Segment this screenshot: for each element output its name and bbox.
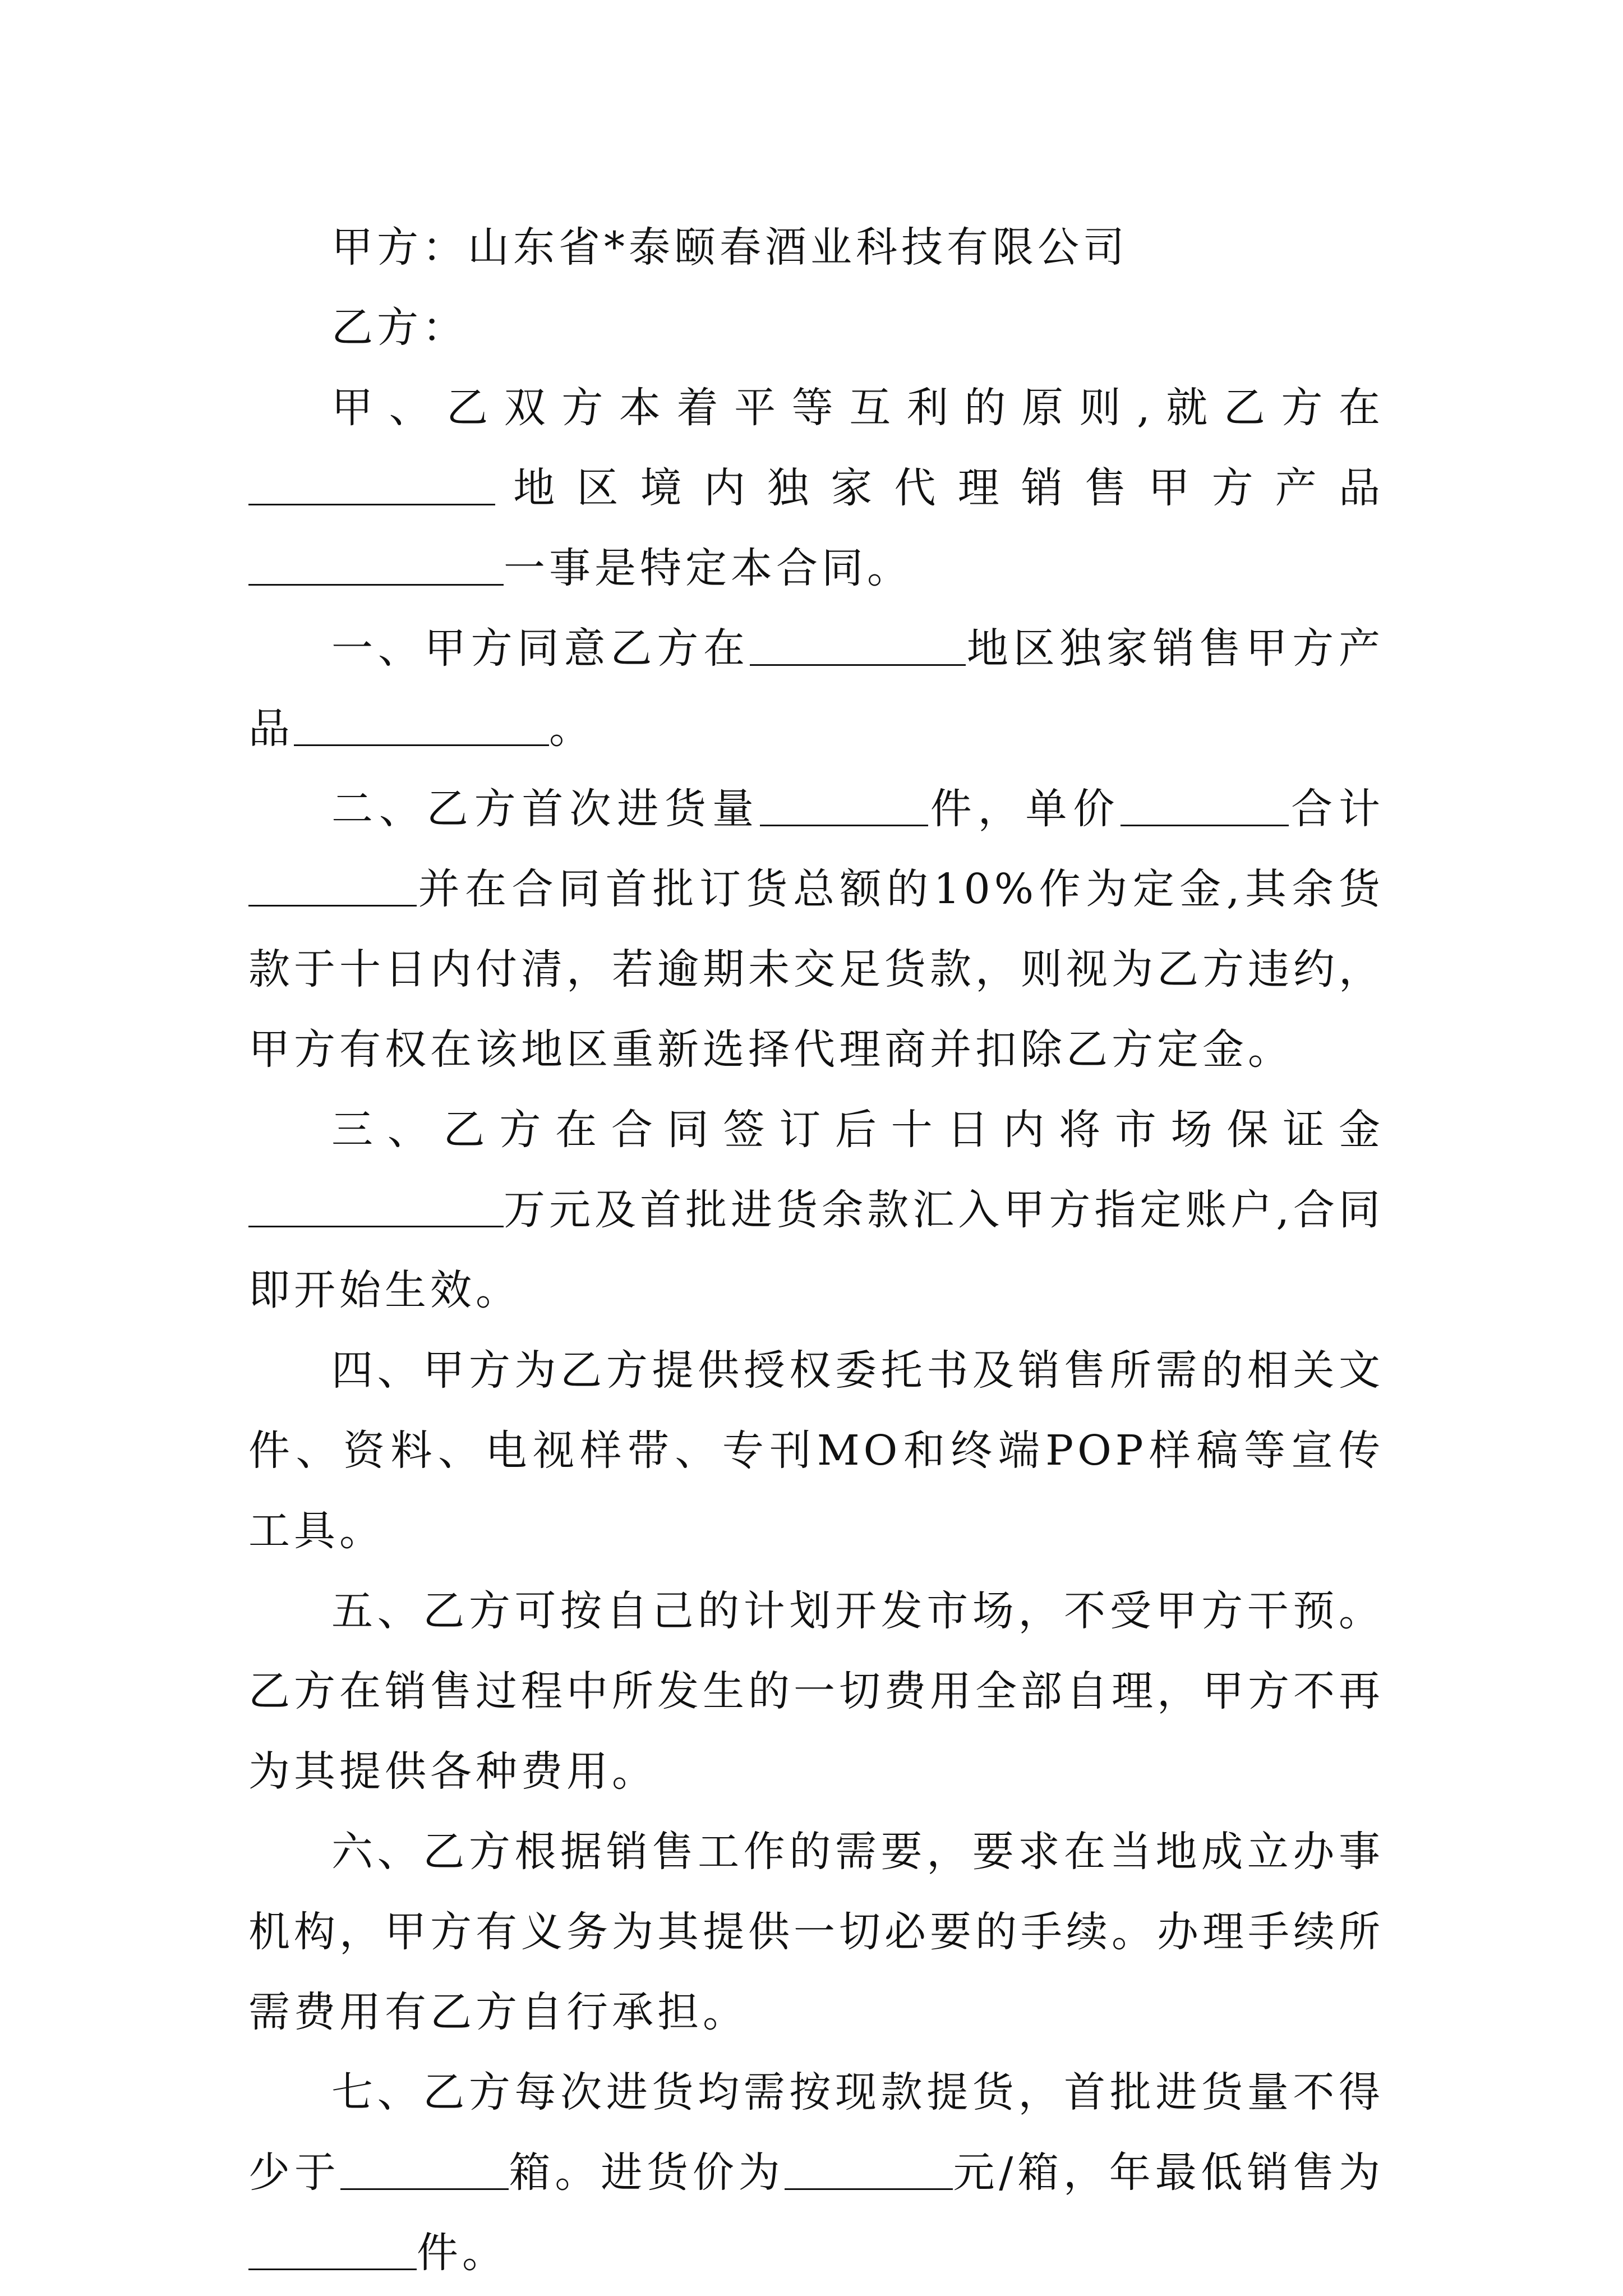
clause-2-text-1: 二、乙方首次进货量 [331,785,760,833]
party-a-text: 甲方：山东省*泰颐春酒业科技有限公司 [331,223,1128,272]
min-quantity-blank [340,2151,509,2190]
clause-7-text-1: 七、乙方每次进货均需按现款提货，首批进货量不得少于 [248,2068,1384,2197]
party-b-line [248,288,1384,368]
clause-2-text-4: 并在合同首批订货总额的10%作为定金,其余货款于十日内付清，若逾期未交足货款，则视为乙方违约，甲方有权在该地区重新选择代理商并扣除乙方定金。 [248,865,1384,1074]
clause-7-text-3: 元/箱，年最低销售为 [952,2148,1385,2197]
clause-4-text: 四、甲方为乙方提供授权委托书及销售所需的相关文件、资料、电视样带、专刊MO和终端POP样稿等宣传工具。 [248,1346,1384,1555]
clause-7-text-2: 箱。进货价为 [508,2148,785,2197]
clause-5-text: 五、乙方可按自己的计划开发市场，不受甲方干预。乙方在销售过程中所发生的一切费用全部自理，甲方不再为其提供各种费用。 [248,1587,1384,1796]
clause-3-text-2: 万元及首批进货余款汇入甲方指定账户,合同即开始生效。 [248,1186,1384,1314]
clause-3 [248,1090,1384,1331]
annual-sales-blank [248,2231,417,2270]
clause-2 [248,769,1384,1090]
clause-1-product-blank [294,707,549,746]
region-blank [248,466,495,505]
deposit-blank [248,1188,504,1227]
clause-1-text-2: 地区独家销售甲方产品 [248,624,1384,753]
clause-5 [248,1571,1384,1812]
clause-4 [248,1331,1384,1571]
intro-text-3: 一事是特定本合同。 [504,544,912,592]
clause-6-text: 六、乙方根据销售工作的需要，要求在当地成立办事机构，甲方有义务为其提供一切必要的手续。办理手续所需费用有乙方自行承担。 [248,1828,1384,2036]
clause-2-text-3: 合计 [1289,785,1384,833]
party-b-text: 乙方： [331,303,468,352]
unit-price-blank [1121,787,1289,826]
quantity-blank [760,787,928,826]
purchase-price-blank [785,2151,953,2190]
clause-3-text-1: 三、乙方在合同签订后十日内将市场保证金 [331,1106,1384,1154]
clause-1-text-3: 。 [549,705,594,753]
intro-paragraph [248,368,1384,609]
total-blank [248,867,417,907]
clause-7-text-4: 件。 [417,2229,508,2277]
clause-6 [248,1812,1384,2053]
intro-text-1: 甲、乙双方本着平等互利的原则,就乙方在 [331,384,1384,432]
intro-text-2: 地区境内独家代理销售甲方产品 [495,464,1384,512]
clause-1-region-blank [750,627,966,666]
party-a-line [248,208,1384,288]
clause-1-text-1: 一、甲方同意乙方在 [331,624,750,673]
contract-body [248,208,1384,2293]
clause-7 [248,2053,1384,2293]
clause-1 [248,609,1384,769]
product-blank [248,546,504,586]
clause-2-text-2: 件，单价 [928,785,1121,833]
